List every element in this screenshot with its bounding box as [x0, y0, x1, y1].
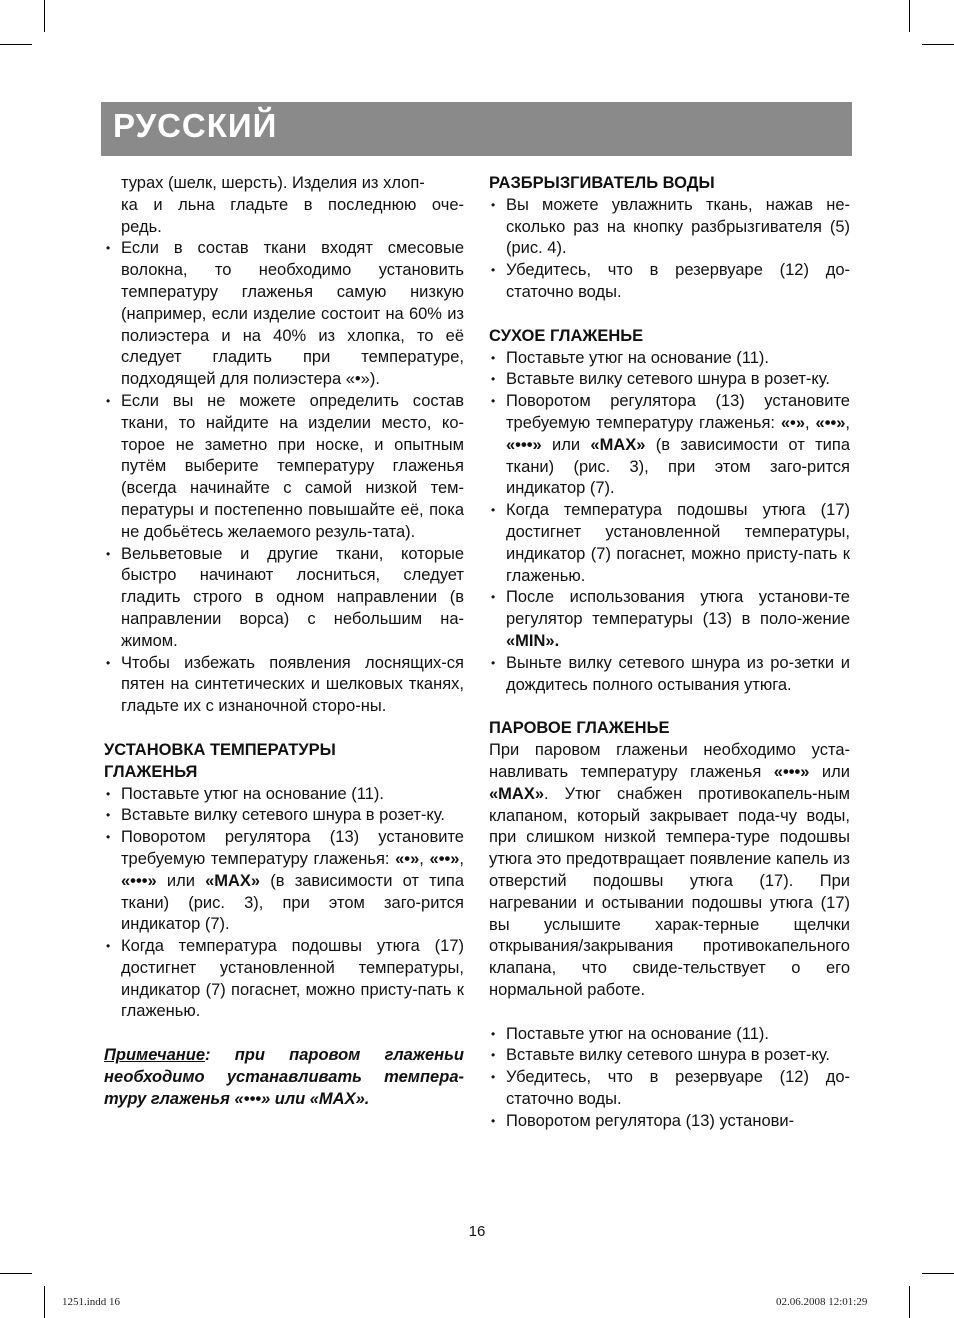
section-heading: УСТАНОВКА ТЕМПЕРАТУРЫ	[104, 740, 336, 759]
list-item: • Поставьте утюг на основание (11).	[489, 348, 850, 370]
intro-line: редь.	[121, 217, 162, 236]
list-item: • Убедитесь, что в резервуаре (12) до-статочно воды.	[489, 260, 850, 304]
list-item: • Чтобы избежать появления лоснящих-ся пятен на синтетических и шелковых тканях, гладьте их с изнаночной сторо-ны.	[104, 653, 464, 718]
list-item: • Вельветовые и другие ткани, которые быстро начинают лосниться, следует гладить строго в одном направлении (в направлении ворса) с небольшим на-жимом.	[104, 544, 464, 653]
left-column	[104, 173, 464, 1111]
list-item: • Убедитесь, что в резервуаре (12) до-статочно воды.	[489, 1067, 850, 1111]
crop-mark	[909, 1286, 910, 1318]
crop-mark	[922, 44, 954, 45]
crop-mark	[922, 1273, 954, 1274]
list-item: • Когда температура подошвы утюга (17) достигнет установленной температуры, индикатор (7) погаснет, можно присту-пать к глаженью.	[104, 936, 464, 1023]
list-item: • Выньте вилку сетевого шнура из ро-зетки и дождитесь полного остывания утюга.	[489, 653, 850, 697]
list-item: • Поворотом регулятора (13) установи-	[489, 1111, 850, 1133]
file-slug: 1251.indd 16	[62, 1296, 121, 1308]
list-item: • Когда температура подошвы утюга (17) достигнет установленной температуры, индикатор (7) погаснет, можно присту-пать к глаженью.	[489, 500, 850, 587]
crop-mark	[44, 1286, 45, 1318]
language-header-bar	[101, 102, 852, 156]
list-item: • Вставьте вилку сетевого шнура в розет-ку.	[489, 369, 850, 391]
crop-mark	[0, 1273, 32, 1274]
crop-mark	[909, 0, 910, 32]
section-heading: ГЛАЖЕНЬЯ	[104, 762, 198, 781]
list-item: • Поворотом регулятора (13) установите требуемую температуру глаженья: «•», «••», «•••» или «MAX» (в зависимости от типа ткани) (рис. 3), при этом заго-рится индикатор (7).	[489, 391, 850, 500]
note-label: Примечание	[104, 1046, 206, 1065]
list-item: • Если вы не можете определить состав ткани, то найдите на изделии место, ко-торое не заметно при носке, и опытным путём выберите температуру глаженья (всегда начинайте с самой низкой тем-пературы и постепенно повышайте её, пока не добьётесь желаемого резуль-тата).	[104, 391, 464, 544]
list-item: • Поворотом регулятора (13) установите требуемую температуру глаженья: «•», «••», «•••» или «MAX» (в зависимости от типа ткани) (рис. 3), при этом заго-рится индикатор (7).	[104, 827, 464, 936]
crop-mark	[0, 44, 32, 45]
section-heading: СУХОЕ ГЛАЖЕНЬЕ	[489, 326, 644, 345]
note: Примечание: при паровом глаженьи необходимо устанавливать темпера-туру глаженья «•••» или «MAX».	[104, 1046, 464, 1108]
list-item: • Вы можете увлажнить ткань, нажав не-сколько раз на кнопку разбрызгивателя (5) (рис. 4).	[489, 195, 850, 260]
paragraph: При паровом глаженьи необходимо уста-навливать температуру глаженья «•••» или «MAX». Утюг снабжен противокапель-ным клапаном, который закрывает пода-чу воды, при слишком низкой темпера-туре подошвы утюга это предотвращает появление капель из отверстий подошвы утюга (17). При нагревании и остывании подошвы утюга (17) вы услышите харак-терные щелчки открывания/закрывания противокапельного клапана, что свиде-тельствует о его нормальной работе.	[489, 741, 850, 999]
list-item: • После использования утюга установи-те регулятор температуры (13) в поло-жение «MIN».	[489, 587, 850, 652]
intro-line: ка и льна гладьте в последнюю оче-	[121, 195, 464, 214]
crop-mark	[44, 0, 45, 32]
page-title: РУССКИЙ	[113, 107, 278, 144]
section-heading: ПАРОВОЕ ГЛАЖЕНЬЕ	[489, 719, 670, 738]
list-item: • Поставьте утюг на основание (11).	[489, 1024, 850, 1046]
section-heading: РАЗБРЫЗГИВАТЕЛЬ ВОДЫ	[489, 174, 715, 192]
list-item: • Поставьте утюг на основание (11).	[104, 784, 464, 806]
right-column	[489, 173, 850, 1133]
list-item: • Вставьте вилку сетевого шнура в розет-ку.	[104, 805, 464, 827]
intro-line: турах (шелк, шерсть). Изделия из хлоп-	[121, 174, 425, 192]
list-item: • Вставьте вилку сетевого шнура в розет-ку.	[489, 1045, 850, 1067]
list-item: • Если в состав ткани входят смесовые волокна, то необходимо установить температуру глаженья самую низкую (например, если изделие состоит на 60% из полиэстера и на 40% из хлопка, то её следует гладить при температуре, подходящей для полиэстера «•»).	[104, 238, 464, 391]
page-number: 16	[468, 1223, 486, 1240]
date-slug: 02.06.2008 12:01:29	[776, 1296, 868, 1308]
